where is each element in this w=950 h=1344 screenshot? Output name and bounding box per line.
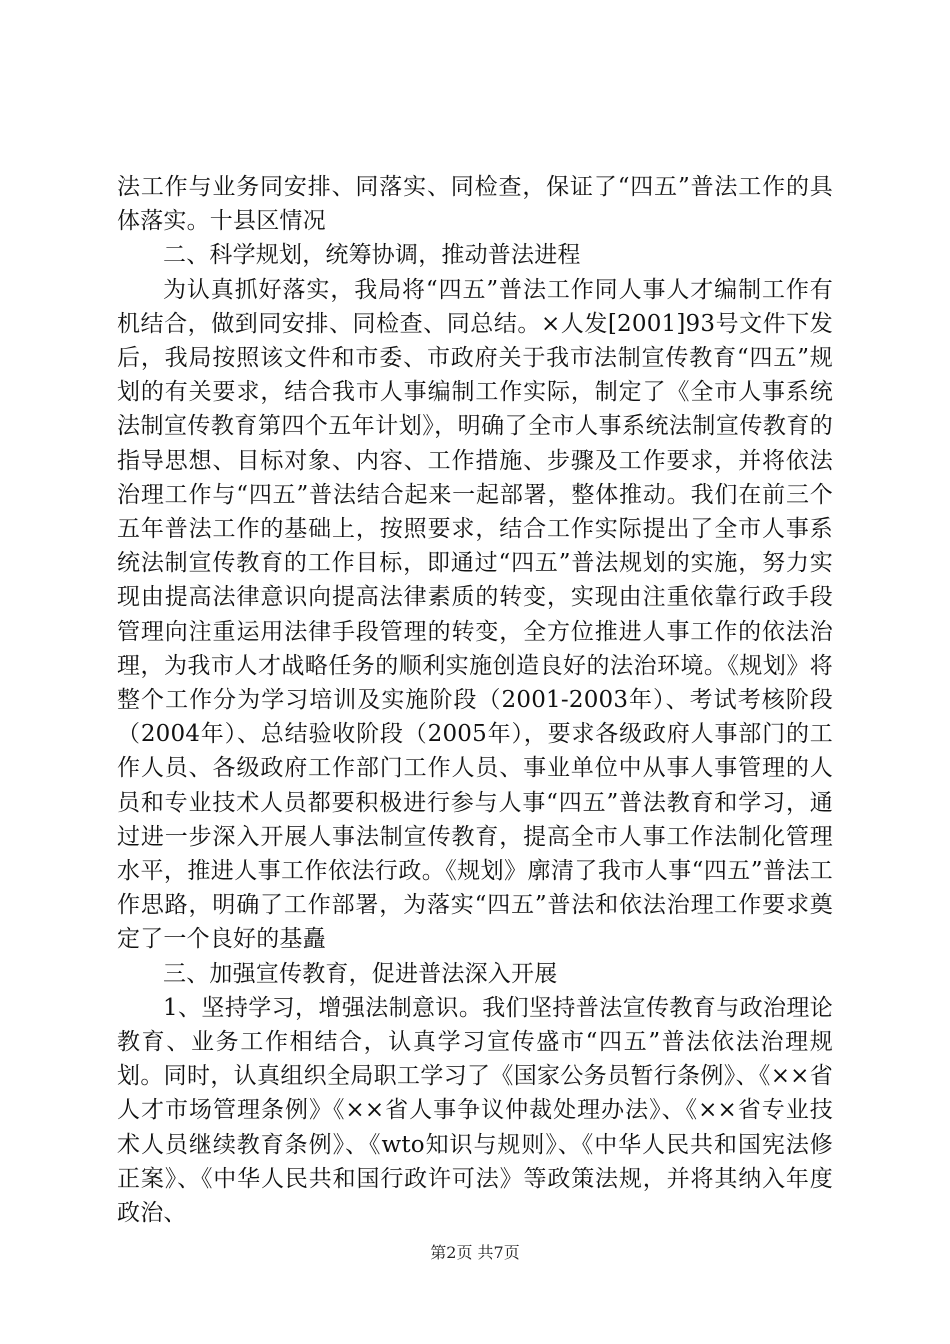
paragraph-study: 1、坚持学习，增强法制意识。我们坚持普法宣传教育与政治理论教育、业务工作相结合，认真学习宣传盛市“四五”普法依法治理规划。同时，认真组织全局职工学习了《国家公务员暂行条例》、《××省人才市场管理条例》《××省人事争议仲裁处理办法》、《××省专业技术人员继续教育条例》、《wto知识与规则》、《中华人民共和国宪法修正案》、《中华人民共和国行政许可法》等政策法规，并将其纳入年度政治、 bbox=[117, 994, 833, 1227]
section-heading-3: 三、加强宣传教育，促进普法深入开展 bbox=[163, 960, 558, 987]
paragraph-continuation: 法工作与业务同安排、同落实、同检查，保证了“四五”普法工作的具体落实。十县区情况 bbox=[117, 174, 833, 235]
document-body bbox=[117, 170, 833, 1230]
paragraph-planning: 为认真抓好落实，我局将“四五”普法工作同人事人才编制工作有机结合，做到同安排、同检查、同总结。×人发[2001]93号文件下发后，我局按照该文件和市委、市政府关于我市法制宣传教育“四五”规划的有关要求，结合我市人事编制工作实际，制定了《全市人事系统法制宣传教育第四个五年计划》，明确了全市人事系统法制宣传教育的指导思想、目标对象、内容、工作措施、步骤及工作要求，并将依法治理工作与“四五”普法结合起来一起部署，整体推动。我们在前三个五年普法工作的基础上，按照要求，结合工作实际提出了全市人事系统法制宣传教育的工作目标，即通过“四五”普法规划的实施，努力实现由提高法律意识向提高法律素质的转变，实现由注重依靠行政手段管理向注重运用法律手段管理的转变，全方位推进人事工作的依法治理，为我市人才战略任务的顺利实施创造良好的法治环境。《规划》将整个工作分为学习培训及实施阶段（2001-2003年）、考试考核阶段（2004年）、总结验收阶段（2005年），要求各级政府人事部门的工作人员、各级政府工作部门工作人员、事业单位中从事人事管理的人员和专业技术人员都要积极进行参与人事“四五”普法教育和学习，通过进一步深入开展人事法制宣传教育，提高全市人事工作法制化管理水平，推进人事工作依法行政。《规划》廓清了我市人事“四五”普法工作思路，明确了工作部署，为落实“四五”普法和依法治理工作要求奠定了一个良好的基矗 bbox=[117, 276, 833, 953]
section-heading-2: 二、科学规划，统筹协调，推动普法进程 bbox=[163, 242, 581, 269]
page-number-footer: 第2页 共7页 bbox=[430, 1243, 520, 1262]
